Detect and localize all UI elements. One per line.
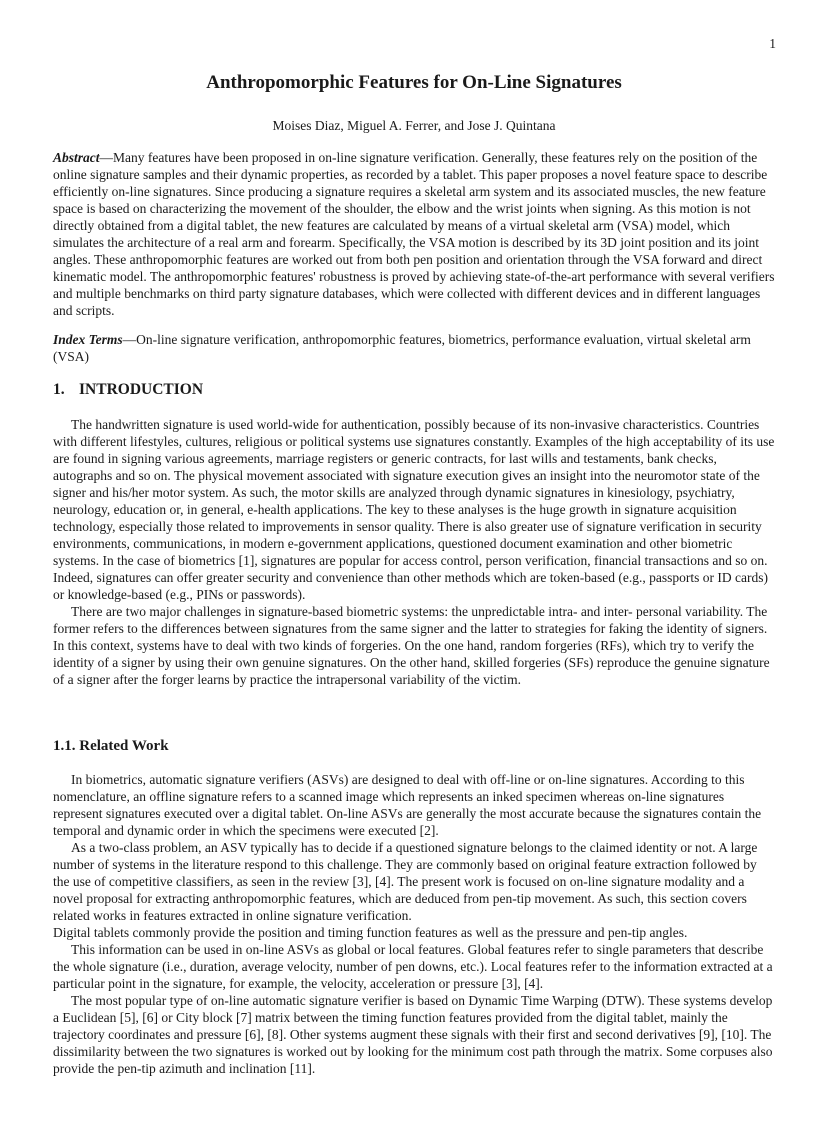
paper-title: Anthropomorphic Features for On-Line Signatures	[206, 72, 622, 93]
paragraph: In biometrics, automatic signature verifiers (ASVs) are designed to deal with off-line or on-line signatures. According to this nomenclature, an offline signature refers to a scanned image which represents an inked specimen whereas on-line signatures represent signatures executed over a digital tablet. On-line ASVs are generally the most accurate because the signatures contain the temporal and dynamic order in which the specimens were executed [2].	[53, 772, 762, 838]
index-terms	[53, 331, 775, 365]
page-number: 1	[769, 36, 776, 51]
paragraph: The handwritten signature is used world-wide for authentication, possibly because of its non-invasive characteristics. Countries with different lifestyles, cultures, religious or political systems use signatures constantly. Examples of the high acceptability of its use are found in signing various agreements, marriage registers or generic contracts, for last wills and testaments, bank checks, autographs and so on. The physical movement associated with signature execution gives an insight into the neuromotor state of the signer and his/her motor system. As such, the motor skills are analyzed through dynamic signatures in kinesiology, psychiatry, neurology, education or, in general, e-health applications. The key to these analyses is the huge growth in signature acquisition technology, especially those related to improvements in sensor quality. There is also greater use of signature verification in security environments, communications, in modern e-government applications, questioned document examination and other biometric systems. In the case of biometrics [1], signatures are popular for access control, person verification, financial transactions and so on. Indeed, signatures can offer greater security and convenience than other methods which are token-based (e.g., passports or ID cards) or knowledge-based (e.g., PINs or passwords).	[53, 417, 775, 602]
paragraph: As a two-class problem, an ASV typically has to decide if a questioned signature belongs to the claimed identity or not. A large number of systems in the literature respond to this challenge. They are commonly based on original feature extraction followed by the use of competitive classifiers, as seen in the review [3], [4]. The present work is focused on on-line signature modality and a novel proposal for extracting anthropomorphic features, which are deduced from pen-tip movement. As such, this section covers related works in features extracted in online signature verification.	[53, 840, 758, 923]
abstract	[53, 149, 775, 319]
related-work-body	[53, 771, 775, 1077]
paragraph: This information can be used in on-line ASVs as global or local features. Global features refer to single parameters that describe the whole signature (i.e., duration, average velocity, number of pen downs, etc.). Local features refer to the information extracted at a particular point in the signature, for example, the velocity, acceleration or pressure [3], [4].	[53, 942, 773, 991]
index-terms-text: —On-line signature verification, anthropomorphic features, biometrics, performance evaluation, virtual skeletal arm (VSA)	[53, 332, 751, 364]
paragraph: There are two major challenges in signature-based biometric systems: the unpredictable intra- and inter- personal variability. The former refers to the differences between signatures from the same signer and the latter to strategies for faking the identity of signers. In this context, systems have to deal with two kinds of forgeries. On the one hand, random forgeries (RFs), which try to verify the identity of a signer by using their own genuine signatures. On the other hand, skilled forgeries (SFs) reproduce the genuine signature of a signer after the forger learns by practice the intrapersonal variability of the victim.	[53, 604, 770, 687]
subsection-heading-related-work: 1.1. Related Work	[53, 738, 169, 754]
abstract-label: Abstract	[53, 150, 100, 165]
abstract-text: —Many features have been proposed in on-line signature verification. Generally, these features rely on the position of the online signature samples and their dynamic properties, as recorded by a tablet. This paper proposes a novel feature space to describe efficiently on-line signatures. Since producing a signature requires a skeletal arm system and its associated muscles, the new feature space is based on characterizing the movement of the shoulder, the elbow and the wrist joints when signing. As this motion is not directly obtained from a digital tablet, the new features are calculated by means of a virtual skeletal arm (VSA) model, which simulates the architecture of a real arm and forearm. Specifically, the VSA motion is described by its 3D joint position and its joint angles. These anthropomorphic features are worked out from both pen position and orientation through the VSA forward and direct kinematic model. The anthropomorphic features' robustness is proved by achieving state-of-the-art performance with several verifiers and multiple benchmarks on third party signature databases, which were collected with different devices and in different languages and scripts.	[53, 150, 775, 318]
paragraph: Digital tablets commonly provide the position and timing function features as well as the pressure and pen-tip angles.	[53, 925, 688, 940]
section-number: 1.	[53, 381, 65, 398]
paragraph: The most popular type of on-line automatic signature verifier is based on Dynamic Time Warping (DTW). These systems develop a Euclidean [5], [6] or City block [7] matrix between the timing function features provided from the digital tablet, mainly the trajectory coordinates and pressure [6], [8]. Other systems augment these signals with their first and second derivatives [9], [10]. The dissimilarity between the two signatures is worked out by looking for the minimum cost path through the matrix. Some corpuses also provide the pen-tip azimuth and inclination [11].	[53, 993, 773, 1076]
section-title: INTRODUCTION	[79, 381, 204, 398]
section-heading-introduction	[53, 381, 203, 399]
introduction-body	[53, 416, 775, 688]
index-terms-label: Index Terms	[53, 332, 123, 347]
author-list: Moises Diaz, Miguel A. Ferrer, and Jose J. Quintana	[272, 118, 556, 133]
